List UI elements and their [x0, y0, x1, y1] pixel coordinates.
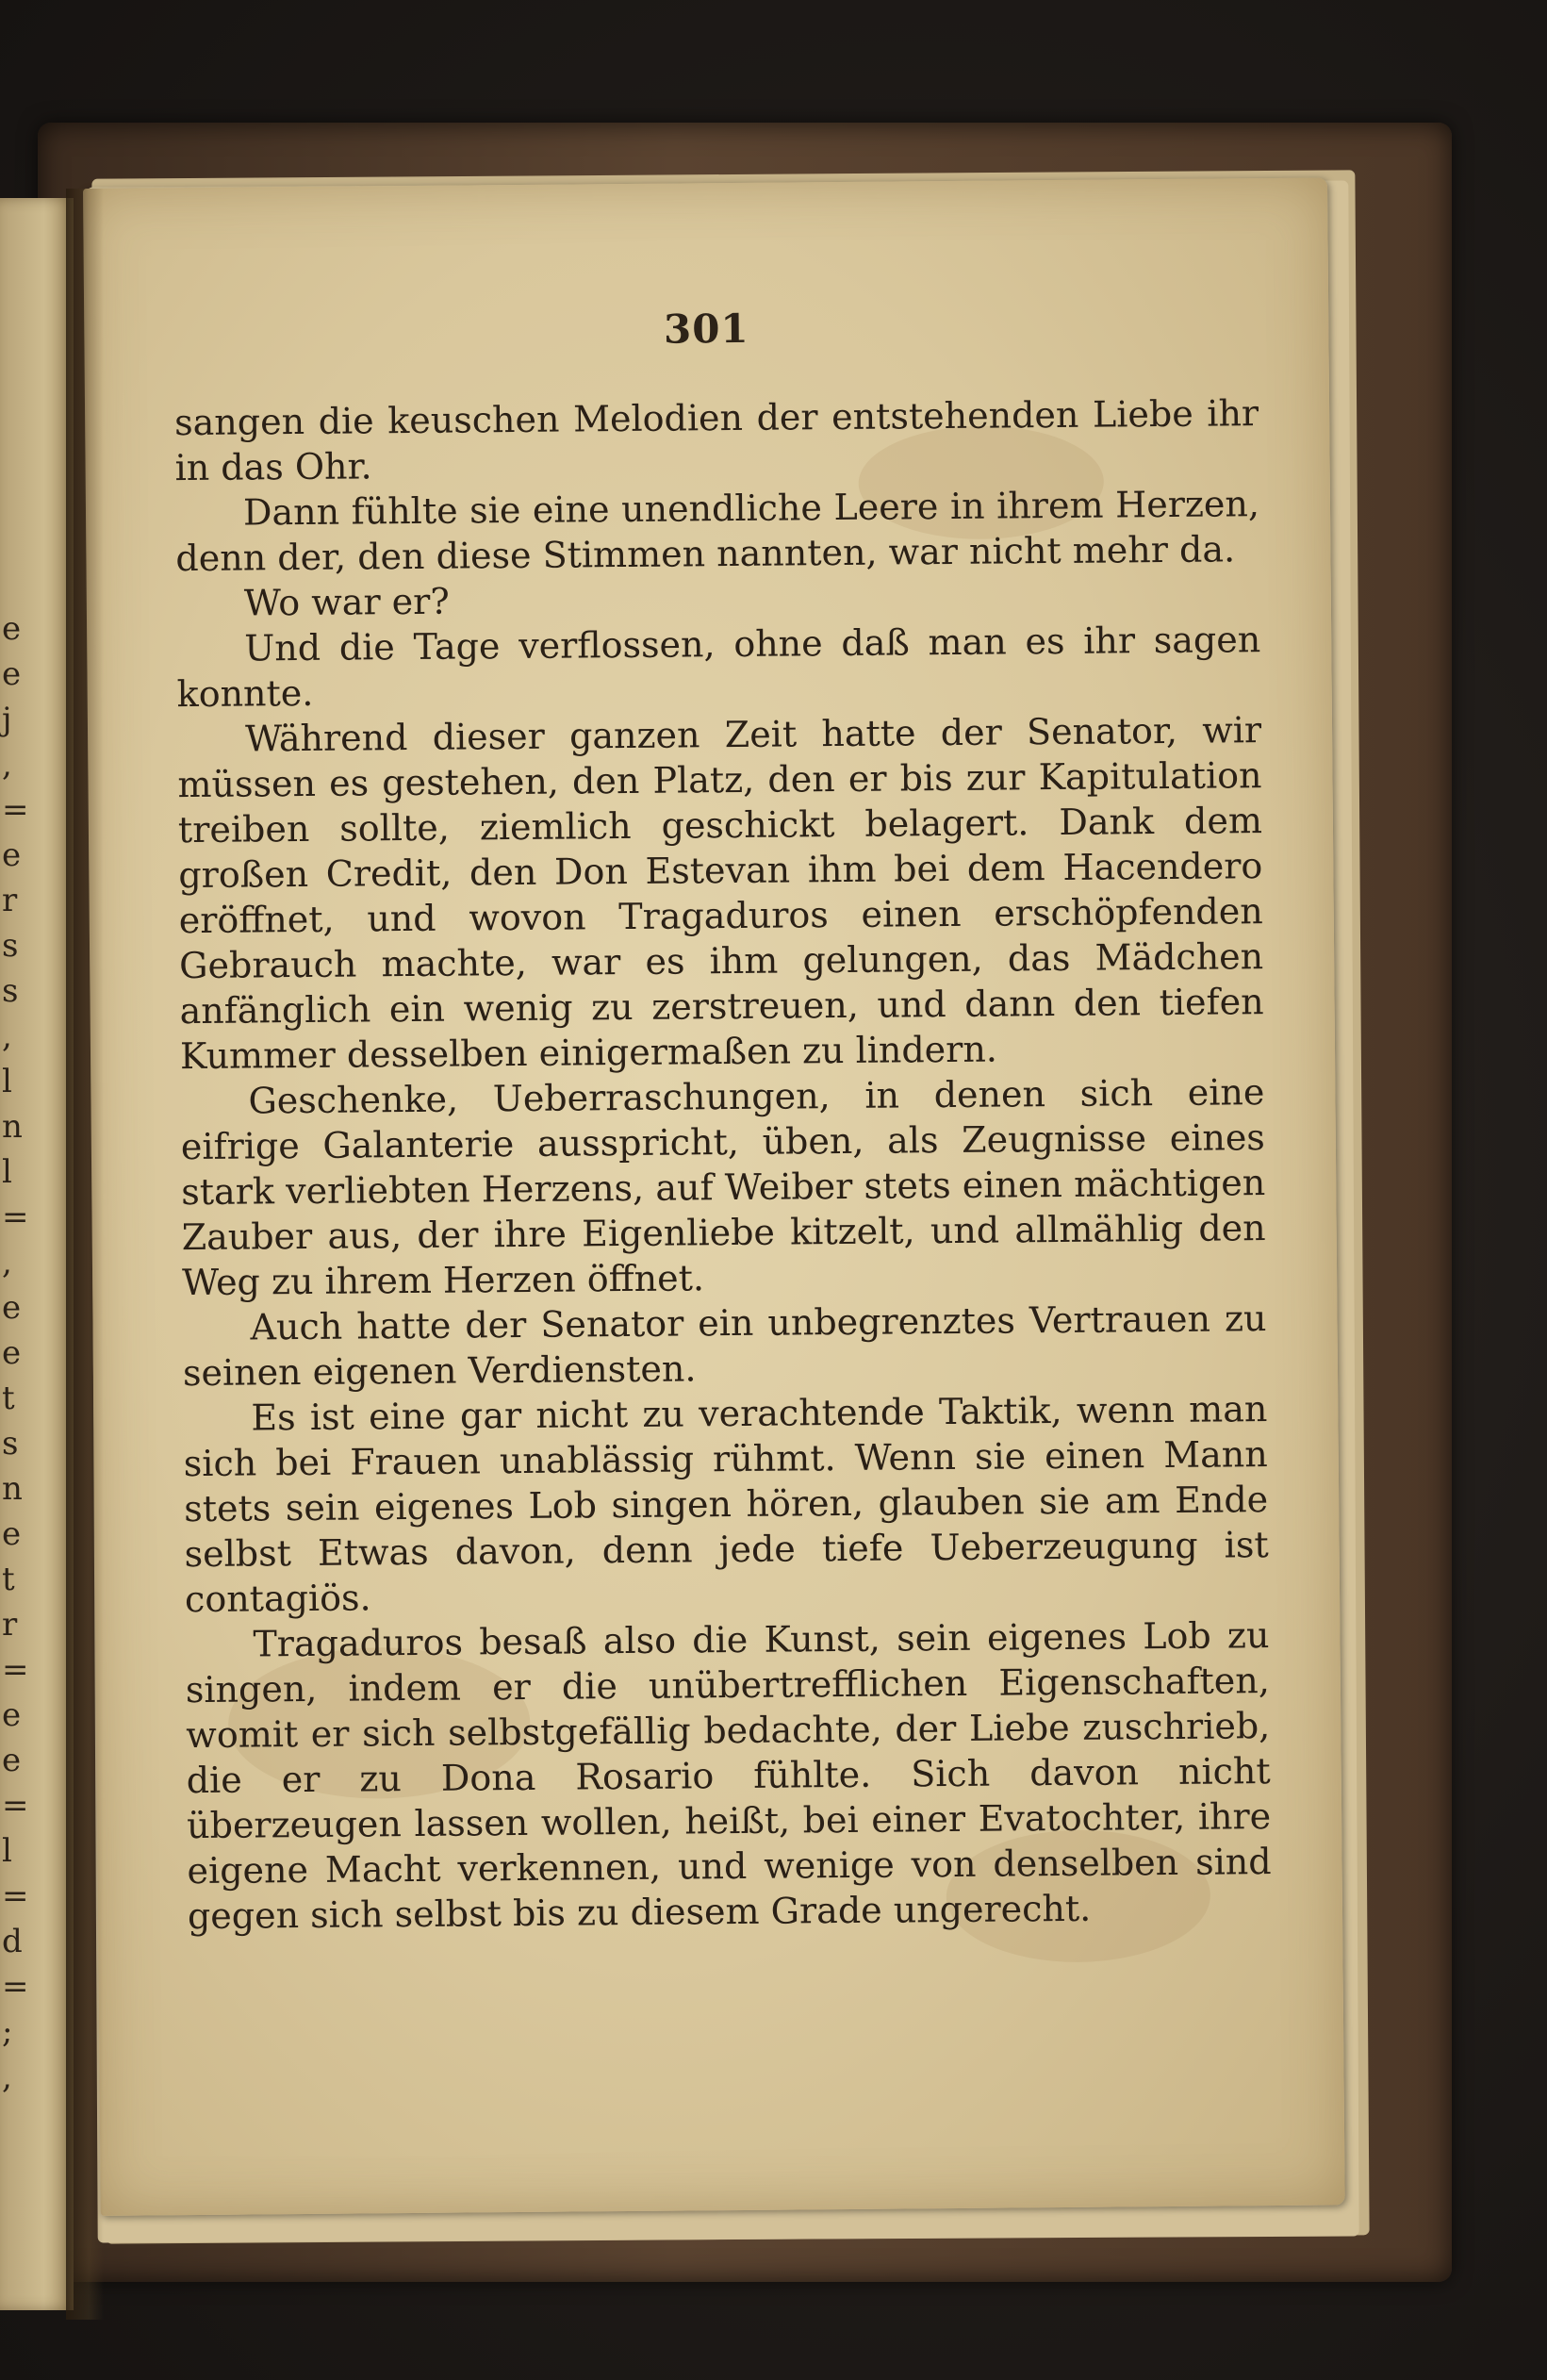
- left-page-char: =: [2, 1968, 29, 2006]
- left-page-char: =: [2, 1787, 29, 1825]
- left-page-char: e: [2, 1334, 22, 1372]
- left-page-char: e: [2, 1515, 22, 1553]
- left-page-char: e: [2, 655, 22, 693]
- body-text: [174, 390, 1272, 1939]
- left-page-char: l: [2, 1153, 12, 1191]
- left-page-char: ,: [2, 746, 12, 784]
- paragraph: Geschenke, Ueberraschungen, in denen sich eine eifrige Galanterie ausspricht, üben, als Zeugnisse eines stark verliebten Herzens, auf Weiber stets einen mächtigen Zauber aus, der ihre Eigenliebe kitzelt, und allmählig den Weg zu ihrem Herzen öffnet.: [180, 1071, 1266, 1304]
- left-facing-page: [0, 198, 74, 2310]
- left-page-char: t: [2, 1561, 15, 1598]
- paragraph: Auch hatte der Senator ein unbegrenztes Vertrauen zu seinen eigenen Verdiensten.: [182, 1297, 1267, 1395]
- left-page-char: ,: [2, 1017, 12, 1055]
- paragraph: sangen die keuschen Melodien der entstehenden Liebe ihr in das Ohr.: [173, 392, 1259, 489]
- left-page-char: =: [2, 1198, 29, 1236]
- left-page-char: ,: [2, 1244, 12, 1281]
- paragraph: Dann fühlte sie eine unendliche Leere in ihrem Herzen, denn der, den diese Stimmen nannten, war nicht mehr da.: [175, 483, 1260, 580]
- left-page-char: t: [2, 1380, 15, 1417]
- paragraph: Wo war er?: [243, 580, 450, 624]
- right-page: [83, 177, 1345, 2215]
- left-page-char: e: [2, 836, 22, 874]
- left-page-char: e: [2, 1289, 22, 1327]
- paragraph: Und die Tage verflossen, ohne daß man es ihr sagen konnte.: [176, 619, 1261, 716]
- left-page-char: ;: [2, 2013, 13, 2051]
- paragraph: Während dieser ganzen Zeit hatte der Senator, wir müssen es gestehen, den Platz, den er bis zur Kapitulation treiben sollte, ziemlich geschickt belagert. Dank dem großen Credit, den Don Estevan ihm bei dem Hacendero eröffnet, und wovon Tragaduros einen erschöpfenden Gebrauch machte, war es ihm gelungen, das Mädchen anfänglich ein wenig zu zerstreuen, und dann den tiefen Kummer desselben einigermaßen zu lindern.: [177, 709, 1264, 1078]
- left-page-char: s: [2, 972, 19, 1010]
- left-page-char: e: [2, 610, 22, 648]
- book-gutter-shadow: [66, 189, 104, 2320]
- left-page-char: r: [2, 882, 18, 919]
- page-number: 301: [663, 305, 749, 353]
- left-page-char: e: [2, 1742, 22, 1779]
- left-page-char: =: [2, 1877, 29, 1915]
- paragraph: Es ist eine gar nicht zu verachtende Taktik, wenn man sich bei Frauen unablässig rühmt. Wenn sie einen Mann stets sein eigenes Lob singen hören, glauben sie am Ende selbst Etwas davon, denn jede tiefe Ueberzeugung ist contagiös.: [183, 1388, 1269, 1621]
- left-page-char: r: [2, 1606, 18, 1644]
- left-page-char: s: [2, 927, 19, 965]
- left-page-char: e: [2, 1696, 22, 1734]
- left-page-char: n: [2, 1470, 23, 1508]
- left-page-char: =: [2, 1651, 29, 1689]
- left-page-char: d: [2, 1923, 23, 1960]
- left-page-char: s: [2, 1425, 19, 1463]
- left-page-char: n: [2, 1108, 23, 1146]
- left-page-char: l: [2, 1832, 12, 1870]
- left-page-char: ,: [2, 2058, 12, 2096]
- left-page-char: l: [2, 1063, 12, 1100]
- left-page-char: =: [2, 791, 29, 829]
- left-page-char: j: [2, 701, 12, 738]
- paragraph: Tragaduros besaß also die Kunst, sein eigenes Lob zu singen, indem er die unübertrefflichen Eigenschaften, womit er sich selbstgefällig bedachte, der Liebe zuschrieb, die er zu Dona Rosario fühlte. Sich davon nicht überzeugen lassen wollen, heißt, bei einer Evatochter, ihre eigene Macht verkennen, und wenige von denselben sind gegen sich selbst bis zu diesem Grade ungerecht.: [185, 1614, 1272, 1938]
